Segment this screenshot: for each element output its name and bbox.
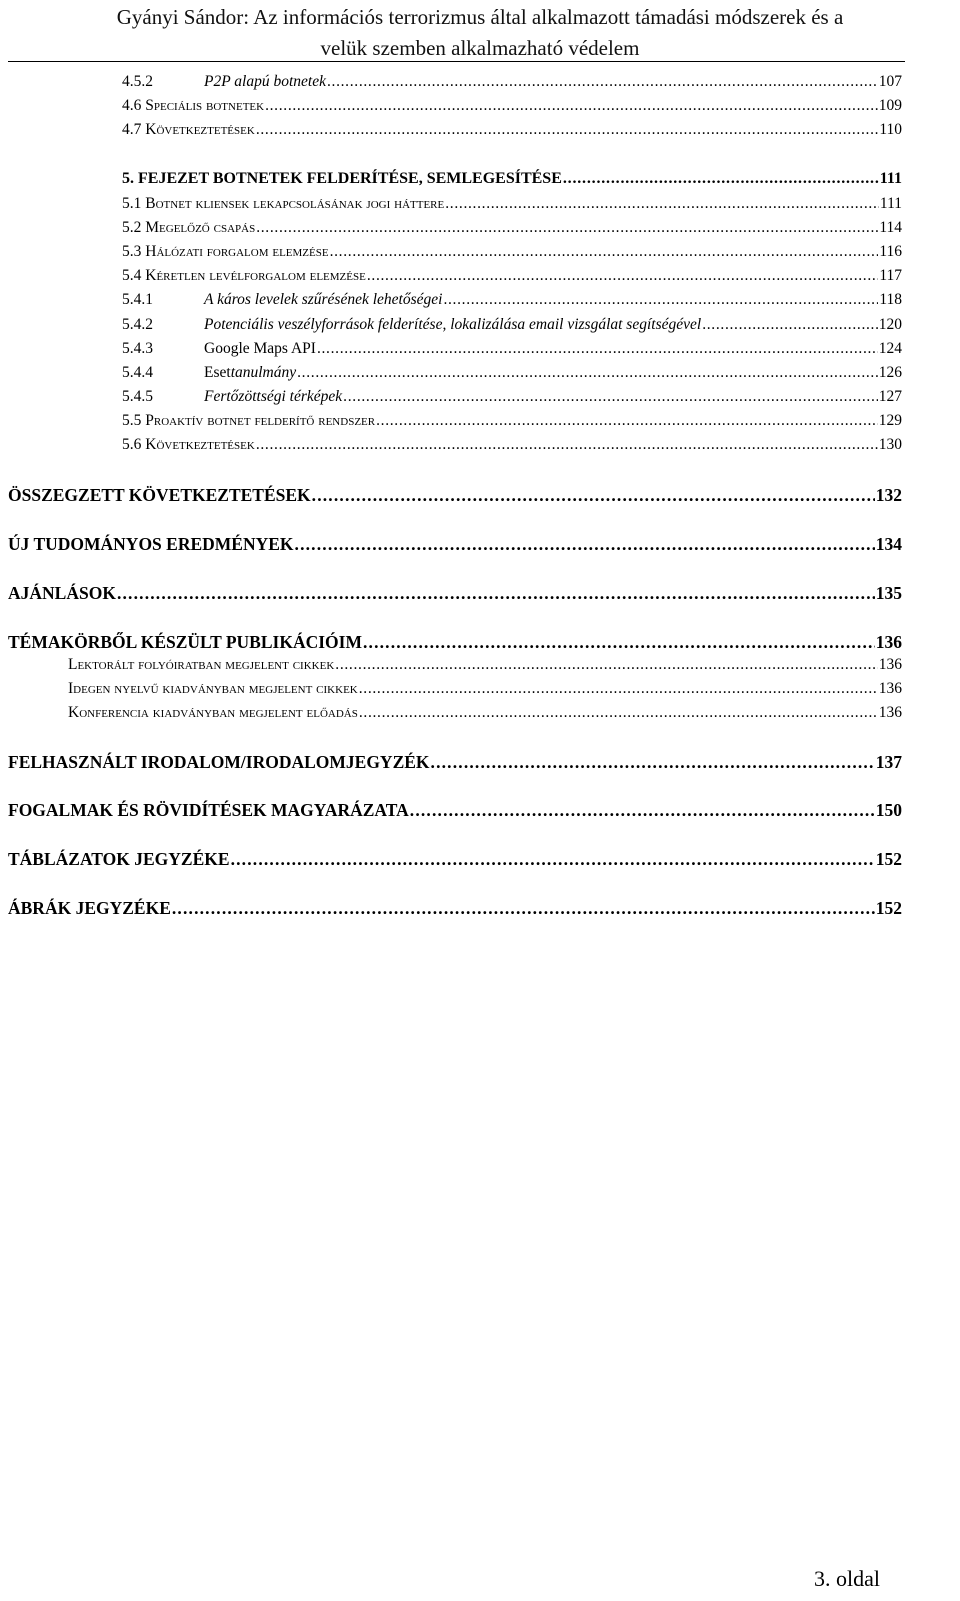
toc-title: A káros levelek szűrésének lehetőségei bbox=[204, 291, 443, 308]
toc-page: 152 bbox=[875, 898, 902, 918]
dot-leader bbox=[265, 97, 878, 115]
toc-entry[interactable] bbox=[8, 752, 902, 773]
toc-entry[interactable] bbox=[122, 219, 902, 237]
toc-title bbox=[204, 364, 296, 382]
toc-title: ÚJ TUDOMÁNYOS EREDMÉNYEK bbox=[8, 534, 294, 554]
toc-number: 5. bbox=[122, 170, 134, 187]
toc-entry[interactable] bbox=[122, 412, 902, 430]
running-header bbox=[0, 0, 960, 64]
toc-page: 150 bbox=[875, 800, 902, 820]
toc-title: P2P alapú botnetek bbox=[204, 73, 326, 90]
toc-page: 132 bbox=[875, 485, 902, 505]
toc-page: 136 bbox=[878, 704, 902, 721]
dot-leader bbox=[702, 316, 878, 334]
toc-number: 5.2 bbox=[122, 219, 142, 236]
toc-entry[interactable] bbox=[68, 704, 902, 722]
toc-entry[interactable] bbox=[122, 97, 902, 115]
dot-leader bbox=[335, 656, 877, 674]
toc-page: 109 bbox=[878, 97, 902, 114]
header-title-line-2: velük szemben alkalmazható védelem bbox=[320, 36, 640, 60]
toc-title: Megelőző csapás bbox=[145, 219, 256, 236]
dot-leader bbox=[563, 170, 879, 188]
toc-entry[interactable] bbox=[122, 364, 902, 382]
dot-leader bbox=[172, 898, 875, 919]
toc-page: 111 bbox=[879, 170, 902, 187]
toc-entry[interactable] bbox=[122, 436, 902, 454]
toc-title: FEJEZET BOTNETEK FELDERÍTÉSE, SEMLEGESÍTÉSE bbox=[138, 170, 562, 187]
toc-page: 117 bbox=[879, 267, 902, 284]
toc-title: Speciális botnetek bbox=[145, 97, 265, 114]
toc-entry[interactable] bbox=[8, 800, 902, 821]
dot-leader bbox=[343, 388, 878, 406]
toc-title: Következtetések bbox=[145, 436, 255, 453]
toc-number: 5.4 bbox=[122, 267, 142, 284]
toc-entry[interactable] bbox=[8, 632, 902, 653]
toc-page: 114 bbox=[879, 219, 902, 236]
dot-leader bbox=[443, 291, 878, 309]
toc-title: AJÁNLÁSOK bbox=[8, 583, 116, 603]
toc-title: FOGALMAK ÉS RÖVIDÍTÉSEK MAGYARÁZATA bbox=[8, 800, 409, 820]
toc-number: 5.4.4 bbox=[122, 364, 153, 381]
toc-number: 5.4.5 bbox=[122, 388, 153, 405]
toc-entry[interactable] bbox=[122, 267, 902, 285]
toc-entry[interactable] bbox=[8, 583, 902, 604]
toc-entry[interactable] bbox=[8, 849, 902, 870]
toc-page: 127 bbox=[878, 388, 902, 405]
dot-leader bbox=[410, 800, 875, 821]
toc-title: Fertőzöttségi térképek bbox=[204, 388, 343, 405]
toc-title: TÁBLÁZATOK JEGYZÉKE bbox=[8, 849, 230, 869]
toc-title: Potenciális veszélyforrások felderítése, lokalizálása email vizsgálat segítségével bbox=[204, 316, 702, 333]
toc-entry[interactable] bbox=[8, 534, 902, 555]
toc-entry[interactable] bbox=[8, 485, 902, 506]
toc-number: 5.3 bbox=[122, 243, 142, 260]
toc-page: 134 bbox=[875, 534, 902, 554]
toc-title: FELHASZNÁLT IRODALOM/IRODALOMJEGYZÉK bbox=[8, 752, 430, 772]
toc-title: Lektorált folyóiratban megjelent cikkek bbox=[68, 656, 335, 673]
dot-leader bbox=[256, 121, 879, 139]
toc-entry[interactable] bbox=[122, 243, 902, 261]
toc-title-part: Eset bbox=[204, 364, 231, 381]
dot-leader bbox=[256, 219, 878, 237]
toc-number: 5.4.1 bbox=[122, 291, 153, 308]
toc-page: 136 bbox=[878, 656, 902, 673]
dot-leader bbox=[297, 364, 878, 382]
dot-leader bbox=[317, 340, 878, 358]
dot-leader bbox=[376, 412, 878, 430]
header-divider bbox=[8, 61, 905, 62]
toc-page: 111 bbox=[879, 195, 902, 212]
toc-title: TÉMAKÖRBŐL KÉSZÜLT PUBLIKÁCIÓIM bbox=[8, 632, 362, 652]
toc-title: Proaktív botnet felderítő rendszer bbox=[145, 412, 376, 429]
dot-leader bbox=[231, 849, 875, 870]
header-title-line-1: Gyányi Sándor: Az információs terrorizmus által alkalmazott támadási módszerek és a bbox=[116, 5, 844, 29]
toc-title: Konferencia kiadványban megjelent előadás bbox=[68, 704, 358, 721]
toc-number: 5.1 bbox=[122, 195, 142, 212]
page-number: 3. oldal bbox=[814, 1566, 880, 1591]
toc-number: 5.6 bbox=[122, 436, 142, 453]
toc-number: 4.5.2 bbox=[122, 73, 153, 90]
toc-entry[interactable] bbox=[122, 121, 902, 139]
toc-page: 130 bbox=[878, 436, 902, 453]
dot-leader bbox=[431, 752, 875, 773]
toc-entry[interactable] bbox=[122, 388, 902, 406]
toc-page: 118 bbox=[879, 291, 902, 308]
toc-entry[interactable] bbox=[8, 898, 902, 919]
toc-number: 5.4.3 bbox=[122, 340, 153, 357]
dot-leader bbox=[256, 436, 878, 454]
toc-title: Hálózati forgalom elemzése bbox=[145, 243, 329, 260]
toc-page: 129 bbox=[878, 412, 902, 429]
toc-page: 152 bbox=[875, 849, 902, 869]
dot-leader bbox=[359, 680, 878, 698]
toc-page: 136 bbox=[878, 680, 902, 697]
dot-leader bbox=[330, 243, 879, 261]
toc-title: ÖSSZEGZETT KÖVETKEZTETÉSEK bbox=[8, 485, 311, 505]
toc-title: Idegen nyelvű kiadványban megjelent cikkek bbox=[68, 680, 358, 697]
dot-leader bbox=[363, 632, 875, 653]
dot-leader bbox=[295, 534, 875, 555]
toc-page: 107 bbox=[878, 73, 902, 90]
toc-number: 5.4.2 bbox=[122, 316, 153, 333]
toc-page: 135 bbox=[875, 583, 902, 603]
toc-entry[interactable] bbox=[122, 170, 902, 188]
dot-leader bbox=[367, 267, 878, 285]
dot-leader bbox=[445, 195, 879, 213]
toc-number: 4.7 bbox=[122, 121, 142, 138]
toc-number: 5.5 bbox=[122, 412, 142, 429]
dot-leader bbox=[117, 583, 875, 604]
toc-entry[interactable] bbox=[68, 656, 902, 674]
toc-title: Következtetések bbox=[145, 121, 255, 138]
toc-page: 136 bbox=[875, 632, 902, 652]
dot-leader bbox=[327, 73, 878, 91]
toc-title: Kéretlen levélforgalom elemzése bbox=[145, 267, 366, 284]
toc-entry[interactable] bbox=[122, 195, 902, 213]
toc-title-part: tanulmány bbox=[230, 364, 297, 381]
toc-title: Google Maps API bbox=[204, 340, 316, 357]
toc-page: 137 bbox=[875, 752, 902, 772]
toc-page: 124 bbox=[878, 340, 902, 357]
toc-entry[interactable] bbox=[122, 316, 902, 334]
toc-page: 116 bbox=[879, 243, 902, 260]
toc-page: 126 bbox=[878, 364, 902, 381]
toc-entry[interactable] bbox=[68, 680, 902, 698]
dot-leader bbox=[359, 704, 878, 722]
toc-page: 120 bbox=[878, 316, 902, 333]
toc-entry[interactable] bbox=[122, 73, 902, 91]
toc-page: 110 bbox=[879, 121, 902, 138]
toc-title: Botnet kliensek lekapcsolásának jogi háttere bbox=[145, 195, 445, 212]
toc-title: ÁBRÁK JEGYZÉKE bbox=[8, 898, 171, 918]
toc-entry[interactable] bbox=[122, 340, 902, 358]
toc-number: 4.6 bbox=[122, 97, 142, 114]
toc-entry[interactable] bbox=[122, 291, 902, 309]
dot-leader bbox=[312, 485, 875, 506]
